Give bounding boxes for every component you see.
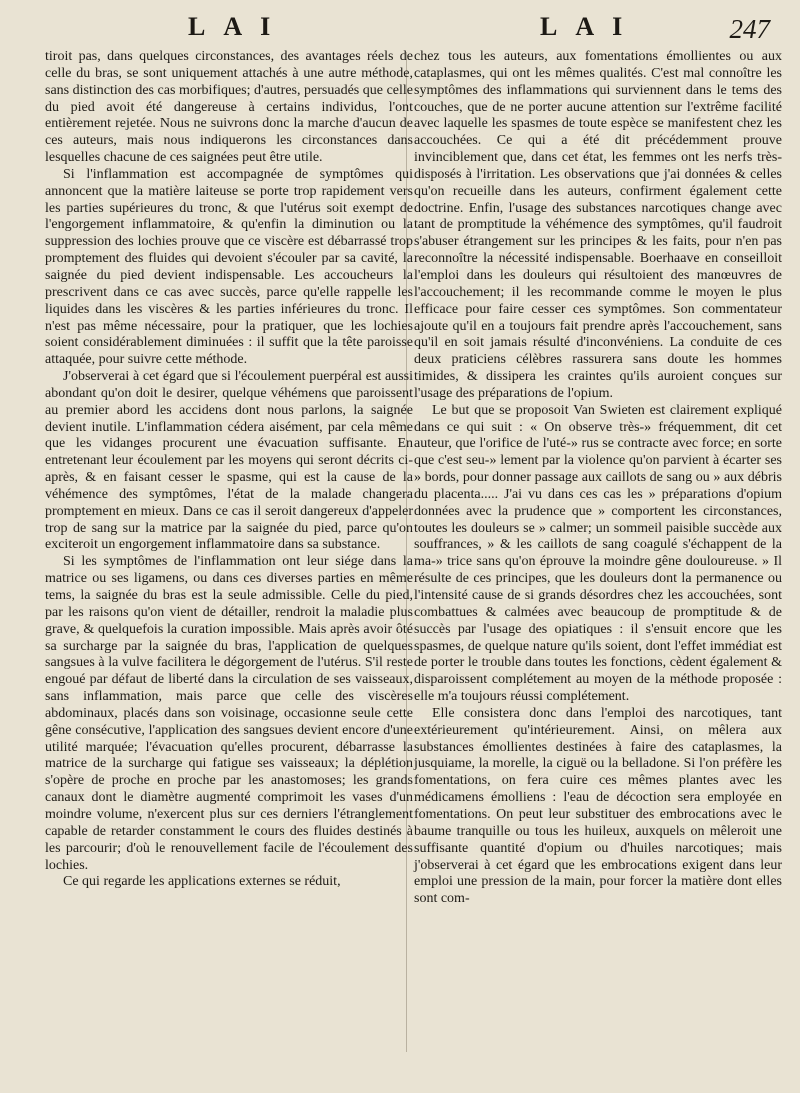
right-column [414, 49, 782, 908]
paragraph: Si l'inflammation est accompagnée de symptômes qui annoncent que la matière laiteuse se porte trop rapidement vers les parties supérieures du tronc, & que l'utérus soit exempt de l'engorgement inflammatoire, & qu'enfin la diminution ou la suppression des lochies prouve que ce viscère est débarrassé trop promptement des fluides qui devoient s'écouler par sa cavité, la saignée du pied devient indispensable. Les accoucheurs la prescrivent dans ce cas avec succès, parce qu'elle rappelle les liquides dans les viscères & les parties inférieures du tronc. Il n'est pas même nécessaire, pour la pratiquer, que les lochies soient considérablement diminuées : il suffit que la tête paroisse attaquée, pour suivre cette méthode. [45, 166, 413, 368]
paragraph: Le but que se proposoit Van Swieten est clairement expliqué dans ce qui suit : « On observe très-» fréquemment, dit cet auteur, que l'orifice de l'uté-» rus se contracte avec force; en sorte que c'est seu-» lement par la violence qu'on parvient à écarter ses » bords, pour donner passage aux caillots de sang ou » aux débris du placenta..... J'ai vu dans ces cas les » préparations d'opium données avec la prudence que » comportent les circonstances, toutes les douleurs se » calmer; un sommeil paisible succède aux souffrances, » & les caillots de sang coagulé s'échappent de la ma-» trice sans qu'on éprouve la moindre gêne douloureuse. » Il résulte de ces principes, que les douleurs dont la permanence ou l'intensité cause de si grands désordres chez les accouchées, sont combattues & calmées avec beaucoup de promptitude & de succès par l'usage des opiatiques : il s'ensuit encore que les spasmes, de quelque nature qu'ils soient, dont l'effet immédiat est de porter le trouble dans toutes les fonctions, cèdent également & disparoissent complétement au moyen de la méthode proposée : elle m'a toujours réussi complétement. [414, 402, 782, 705]
running-head-left: LAI [188, 12, 289, 41]
paragraph: tiroit pas, dans quelques circonstances, des avantages réels de celle du bras, se sont uniquement attachés à une autre méthode, sans distinction des cas morbifiques; d'autres, persuadés que celle du pied avoit été dangereuse à certains individus, l'ont entièrement rejetée. Nous ne suivrons donc la marche d'aucun de ces auteurs, mais nous indiquerons les circonstances dans lesquelles chacune de ces saignées peut être utile. [45, 49, 413, 166]
paragraph: Elle consistera donc dans l'emploi des narcotiques, tant extérieurement qu'intérieurement. Ainsi, on mêlera aux substances émollientes destinées à faire des cataplasmes, la jusquiame, la morelle, la ciguë ou la belladone. Si l'on préfère les fomentations, on fera cuire ces mêmes plantes avec les médicamens émolliens : l'eau de décoction sera employée en fomentations. On peut leur substituer des embrocations avec le baume tranquille ou tous les huileux, auxquels on mêleroit une suffisante quantité d'opium ou d'huiles narcotiques; mais j'observerai à cet égard que les embrocations exigent dans leur emploi une pression de la main, pour forcer la matière dont elles sont com- [414, 705, 782, 907]
paragraph: J'observerai à cet égard que si l'écoulement puerpéral est aussi abondant qu'on doit le desirer, quelque véhémens que paroissent au premier abord les accidens dont nous parlons, la saignée devient inutile. L'inflammation cédera aisément, par cela même que les vidanges procurent une évacuation suffisante. En entretenant leur écoulement par les moyens qui seront décrits ci-après, & en faisant cesser le spasme, qui est la cause de la véhémence des symptômes, l'état de la malade changera promptement en mieux. Dans ce cas il seroit dangereux d'appeler trop de sang sur la matrice par la saignée du pied, parce qu'on exciteroit un engorgement inflammatoire dans sa substance. [45, 369, 413, 553]
left-column [45, 49, 413, 891]
page-number: 247 [729, 14, 770, 44]
running-head-right: LAI [540, 12, 641, 41]
paragraph: chez tous les auteurs, aux fomentations émollientes ou aux cataplasmes, qui ont les mêmes qualités. C'est mal connoître les symptômes des inflammations qui surviennent dans le tems des couches, que de ne porter aucune attention sur l'extrême facilité avec laquelle les spasmes de toute espèce se manifestent chez les accouchées. Ce qui a été dit précédemment prouve invinciblement que, dans cet état, les femmes ont les nerfs très-disposés à l'irritation. Les observations que j'ai données & celles qu'on recueille dans les auteurs, confirment également cette doctrine. Enfin, l'usage des substances narcotiques change avec tant de promptitude la véhémence des symptômes, qu'il faudroit s'abuser étrangement sur les principes & les faits, pour n'en pas reconnoître la nécessité indispensable. Boerhaave en conseilloit l'emploi dans les douleurs qui résultoient des manœuvres de l'accouchement; il les recommande comme le moyen le plus efficace pour faire cesser ces symptômes. Son commentateur ajoute qu'il en a toujours fait prendre après l'accouchement, sans qu'il en soit jamais résulté d'inconvéniens. La conduite de ces deux praticiens célèbres rassurera sans doute les hommes timides, & dissipera les craintes qu'ils auroient conçues sur l'usage des préparations de l'opium. [414, 49, 782, 401]
paragraph: Si les symptômes de l'inflammation ont leur siége dans la matrice ou ses ligamens, ou dans ces diverses parties en même tems, la saignée du bras est la seule admissible. Celle du pied, par les raisons qu'on vient de détailler, rendroit la maladie plus grave, & quelquefois la curation impossible. Mais après avoir ôté sa surcharge par la saignée du bras, l'application de quelques sangsues à la vulve facilitera le dégorgement de l'utérus. S'il reste engoué par défaut de liberté dans la circulation de ses vaisseaux, sans inflammation, mais parce que celle des viscères abdominaux, placés dans son voisinage, occasionne seule cette gêne consécutive, l'application des sangsues devient encore d'une utilité marquée; l'évacuation qu'elles procurent, débarrasse la matrice de la surcharge qui fatigue ses vaisseaux; la déplétion s'opère de proche en proche par les anastomoses; les grands canaux dont le diamètre augmenté comprimoit les vases d'un moindre volume, n'exercent plus sur ces derniers l'étranglement capable de retarder constamment le cours des fluides destinés à les parcourir; d'où le renouvellement facile de l'écoulement des lochies. [45, 554, 413, 873]
paragraph: Ce qui regarde les applications externes se réduit, [63, 874, 341, 890]
